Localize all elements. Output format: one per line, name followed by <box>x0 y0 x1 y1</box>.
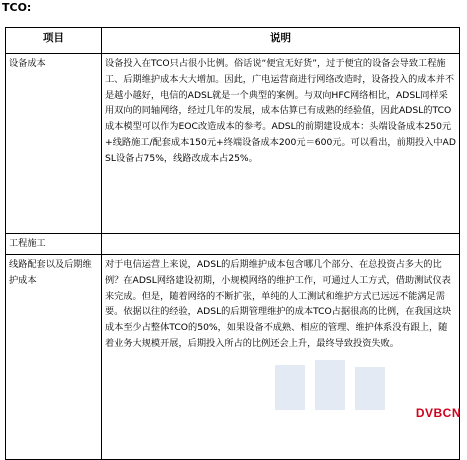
header-item: 项目 <box>6 28 102 54</box>
table-row <box>6 234 460 255</box>
table-header-row <box>6 28 460 54</box>
row-description <box>102 234 460 255</box>
row-description: 对于电信运营上来说，ADSL的后期维护成本包含哪几个部分、在总投资占多大的比例？在ADSL网络建设初期，小规模网络的维护工作，可通过人工方式，借助测试仪表来完成。但是，随着网络的不断扩张，单纯的人工测试和维护方式已远远不能满足需要。依据以往的经验，ADSL的后期管理维护的成本TCO占据很高的比例，在我国这块成本至少占整体TCO的50%，如果设备不成熟、相应的管理、维护体系没有跟上，随着业务大规模开展，后期投入所占的比例还会上升，最终导致投资失败。 <box>102 255 460 460</box>
row-item-label: 线路配套以及后期维护成本 <box>6 255 102 460</box>
watermark-graphic <box>270 355 420 415</box>
watermark-logo: DVBCN <box>415 406 461 420</box>
table-row <box>6 54 460 234</box>
header-description: 说明 <box>102 28 460 54</box>
row-item-label: 设备成本 <box>6 54 102 234</box>
page-title: TCO: <box>2 1 32 14</box>
row-description: 设备投入在TCO只占很小比例。俗话说“便宜无好货”，过于便宜的设备会导致工程施工、后期维护成本大大增加。因此，广电运营商进行网络改造时，设备投入的成本并不是越小越好，电信的ADSL就是一个典型的案例。与双向HFC网络相比，ADSL同样采用双向的同轴网络，经过几年的发展，成本估算已有成熟的经验值，因此ADSL的TCO成本模型可以作为EOC改造成本的参考。ADSL的前期建设成本：头端设备成本250元+线路施工/配套成本150元+终端设备成本200元＝600元。可以看出，前期投入中ADSL设备占75%，线路改成本占25%。 <box>102 54 460 234</box>
row-item-label: 工程施工 <box>6 234 102 255</box>
